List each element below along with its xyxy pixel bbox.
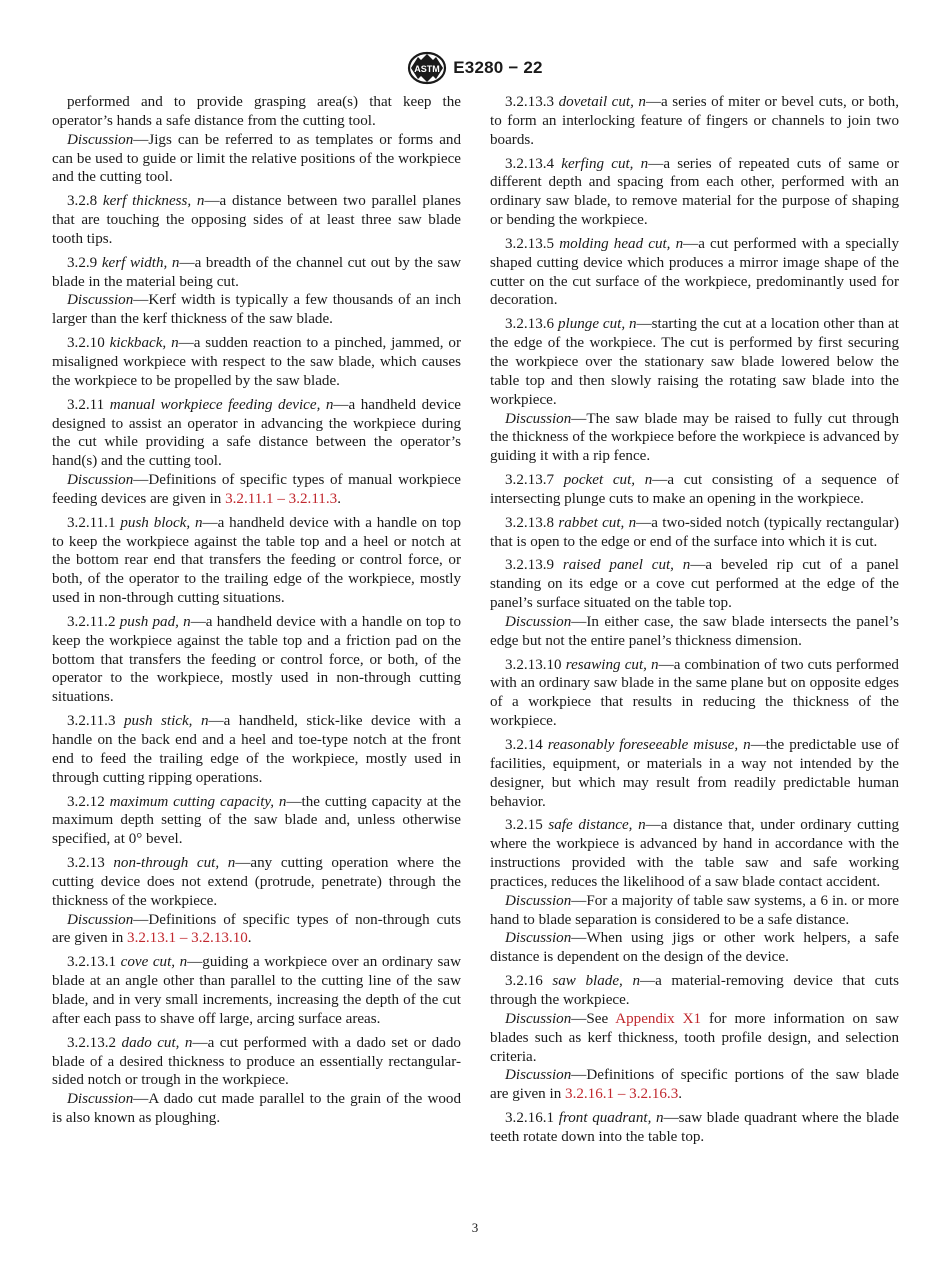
term: molding head cut, n	[559, 235, 684, 252]
paragraph-text: —a cut performed with a dado set or dado blade of a desired thickness to produce an essentially rectangular-sided notch or trough in the workpiece.	[52, 1034, 461, 1089]
discussion-label: Discussion	[67, 911, 134, 928]
paragraph-text: performed and to provide grasping area(s) that keep the operator’s hands a safe distance from the cutting tool.	[52, 94, 461, 129]
definition-paragraph	[52, 793, 461, 850]
paragraph-text: —a combination of two cuts performed with an ordinary saw blade in the same plane but on opposite edges of a workpiece that results in reducing the thickness of the workpiece.	[490, 656, 899, 730]
definition-paragraph	[490, 315, 899, 409]
paragraph-text: —Kerf width is typically a few thousands of an inch larger than the kerf thickness of the saw blade.	[52, 292, 461, 328]
section-number: 3.2.11.3	[67, 713, 116, 730]
paragraph-text: —guiding a workpiece over an ordinary saw blade at an angle other than parallel to the cutting line of the saw blade, and in very small increments, increasing the depth of the cut after each pass to shave off large, arcing surface areas.	[52, 954, 462, 1027]
term: pocket cut, n	[563, 472, 653, 489]
paragraph-text: —the predictable use of facilities, equipment, or materials in a way not intended by the designer, but which may result from readily predictable human behavior.	[490, 737, 899, 810]
term: push pad, n	[119, 613, 191, 630]
discussion-label: Discussion	[505, 1010, 572, 1027]
definition-paragraph	[52, 254, 461, 292]
section-number: 3.2.13.7	[505, 472, 555, 489]
continued-paragraph	[52, 93, 461, 131]
paragraph-text: —a two-sided notch (typically rectangular) that is open to the edge or end of the surface into which it is cut.	[490, 514, 899, 550]
paragraph-text: —Definitions of specific portions of the saw blade are given in	[490, 1067, 899, 1103]
paragraph-text: —Jigs can be referred to as templates or forms and can be used to guide or limit the relative positions of the workpiece and the cutting tool.	[52, 131, 461, 186]
paragraph-text: —a handheld device with a handle on top to keep the workpiece against the table top and a heel or notch at the bottom rear end that transfers the feeding or control force, or both, of the operator to the trailing edge of the workpiece, mostly used in non-through cutting situations.	[52, 514, 461, 607]
paragraph-text: —Definitions of specific types of non-through cuts are given in	[52, 911, 461, 947]
section-number: 3.2.14	[505, 737, 543, 753]
section-number: 3.2.15	[505, 817, 543, 834]
section-number: 3.2.13.9	[505, 557, 555, 574]
discussion-paragraph	[52, 471, 461, 509]
section-number: 3.2.11.1	[67, 514, 116, 531]
paragraph-text: —starting the cut at a location other than at the edge of the workpiece. The cut is performed by first securing the workpiece over the stationary saw blade lowered below the table top and then slowly raising the rotating saw blade into the workpiece.	[490, 316, 899, 408]
paragraph-text: —A dado cut made parallel to the grain of the wood is also known as ploughing.	[52, 1091, 461, 1127]
paragraph-text: —The saw blade may be raised to fully cut through the thickness of the workpiece before the workpiece is advanced by guiding it with a rip fence.	[490, 410, 899, 465]
discussion-label: Discussion	[67, 292, 134, 309]
definition-paragraph	[490, 972, 899, 1010]
section-number: 3.2.13.4	[505, 155, 555, 172]
term: kerfing cut, n	[561, 155, 649, 172]
term: kickback, n	[109, 335, 179, 352]
section-number: 3.2.13.6	[505, 316, 555, 333]
paragraph-text-after: .	[337, 490, 341, 507]
term: rabbet cut, n	[558, 514, 637, 531]
definition-paragraph	[490, 816, 899, 891]
discussion-paragraph	[490, 410, 899, 467]
right-column	[490, 93, 899, 1147]
logo-text: ASTM	[414, 64, 441, 74]
definition-paragraph	[490, 471, 899, 509]
cross-reference-link[interactable]: 3.2.13.1 – 3.2.13.10	[127, 930, 248, 947]
paragraph-text-after: for more information on saw blades such as kerf thickness, tooth profile design, and selection criteria.	[490, 1010, 899, 1065]
discussion-label: Discussion	[505, 892, 572, 909]
discussion-paragraph	[490, 1066, 899, 1104]
term: cove cut, n	[120, 954, 188, 971]
discussion-label: Discussion	[505, 930, 572, 947]
term: reasonably foreseeable misuse, n	[547, 737, 751, 753]
left-column	[52, 93, 461, 1128]
page-header	[0, 50, 950, 86]
paragraph-text: —a cut performed with a specially shaped cutting device which produces a mirror image shape of the cutter on the cut surface of the workpiece, predominantly used for decoration.	[490, 235, 899, 309]
paragraph-text: —a breadth of the channel cut out by the saw blade in the material being cut.	[52, 254, 461, 290]
discussion-paragraph	[490, 929, 899, 967]
section-number: 3.2.13.10	[505, 656, 562, 673]
section-number: 3.2.12	[67, 793, 105, 810]
term: push block, n	[120, 514, 203, 531]
discussion-paragraph	[52, 291, 461, 329]
paragraph-text: —See	[571, 1010, 616, 1027]
paragraph-text: —For a majority of table saw systems, a 6 in. or more hand to blade separation is considered to be a safe distance.	[490, 892, 899, 928]
term: saw blade, n	[552, 973, 640, 990]
discussion-paragraph	[52, 1090, 461, 1128]
definition-paragraph	[490, 556, 899, 613]
term: resawing cut, n	[565, 656, 659, 673]
term: kerf width, n	[101, 254, 180, 271]
definition-paragraph	[490, 514, 899, 552]
term: non-through cut, n	[113, 855, 236, 872]
definition-paragraph	[52, 712, 461, 787]
paragraph-text: —a handheld device designed to assist an operator in advancing the workpiece during the cut while providing a safe distance between the operator’s hand(s) and the cutting tool.	[52, 396, 461, 470]
discussion-label: Discussion	[67, 1091, 134, 1108]
paragraph-text: —a distance that, under ordinary cutting where the workpiece is advanced by hand in accordance with the instructions provided with the table saw and safe working practices, reduces the likelihood of a saw blade contact accident.	[490, 817, 899, 890]
term: kerf thickness, n	[102, 193, 205, 210]
term: manual workpiece feeding device, n	[109, 396, 334, 413]
term: dovetail cut, n	[558, 94, 646, 110]
term: front quadrant, n	[558, 1110, 664, 1127]
discussion-paragraph	[52, 131, 461, 188]
paragraph-text: —saw blade quadrant where the blade teeth rotate down into the table top.	[490, 1110, 899, 1145]
section-number: 3.2.13	[67, 855, 105, 872]
term: push stick, n	[124, 713, 209, 730]
section-number: 3.2.13.3	[505, 94, 555, 110]
astm-logo-icon	[407, 51, 447, 85]
paragraph-text: —any cutting operation where the cutting device does not extend (protrude, penetrate) through the thickness of the workpiece.	[52, 855, 461, 909]
definition-paragraph	[490, 155, 899, 230]
paragraph-text: —a handheld, stick-like device with a handle on the back end and a heel and toe-type notch at the front end to feed the trailing edge of the workpiece, mostly used in through cutting ripping operations.	[52, 713, 461, 786]
section-number: 3.2.9	[67, 254, 98, 271]
paragraph-text: —a series of miter or bevel cuts, or both, to form an interlocking feature of fingers or channels to join two boards.	[490, 94, 899, 148]
section-number: 3.2.16.1	[505, 1110, 555, 1127]
definition-paragraph	[52, 514, 461, 608]
definition-paragraph	[52, 396, 461, 471]
term: maximum cutting capacity, n	[109, 793, 287, 810]
section-number: 3.2.13.8	[505, 514, 555, 531]
paragraph-text: —a cut consisting of a sequence of intersecting plunge cuts to make an opening in the workpiece.	[490, 472, 899, 507]
term: safe distance, n	[548, 817, 646, 834]
document-id: E3280 − 22	[453, 58, 543, 77]
paragraph-text: —Definitions of specific types of manual workpiece feeding devices are given in	[52, 472, 461, 507]
definition-paragraph	[52, 334, 461, 391]
paragraph-text: —the cutting capacity at the maximum depth setting of the saw blade and, unless otherwise specified, at 0° bevel.	[52, 793, 461, 848]
term: plunge cut, n	[557, 316, 637, 333]
term: raised panel cut, n	[562, 557, 691, 574]
discussion-paragraph	[490, 892, 899, 930]
section-number: 3.2.13.1	[67, 954, 117, 971]
section-number: 3.2.13.2	[67, 1034, 117, 1051]
section-number: 3.2.10	[67, 335, 105, 352]
definition-paragraph	[490, 1109, 899, 1147]
section-number: 3.2.11.2	[67, 613, 116, 630]
paragraph-text: —a handheld device with a handle on top to keep the workpiece against the table top and a friction pad on the bottom that transfers the feeding or control force, or both, of the operator to the workpiece, mostly used in non-through cutting situations.	[52, 613, 461, 706]
paragraph-text: —In either case, the saw blade intersects the panel’s edge but not the entire panel’s thickness dimension.	[490, 613, 899, 649]
section-number: 3.2.13.5	[505, 235, 555, 252]
definition-paragraph	[490, 93, 899, 150]
paragraph-text: —a distance between two parallel planes that are touching the opposing sides of at least three saw blade tooth tips.	[52, 193, 461, 247]
section-number: 3.2.16	[505, 973, 543, 990]
definition-paragraph	[52, 1034, 461, 1091]
paragraph-text: —a sudden reaction to a pinched, jammed, or misaligned workpiece with respect to the saw blade, which causes the workpiece to be propelled by the saw blade.	[52, 335, 461, 389]
discussion-paragraph	[490, 613, 899, 651]
paragraph-text: —When using jigs or other work helpers, a safe distance is dependent on the design of the device.	[490, 930, 899, 966]
definition-paragraph	[52, 854, 461, 911]
section-number: 3.2.8	[67, 193, 98, 210]
definition-paragraph	[52, 613, 461, 707]
discussion-label: Discussion	[505, 410, 572, 427]
definition-paragraph	[490, 656, 899, 731]
discussion-paragraph	[52, 911, 461, 949]
paragraph-text: —a series of repeated cuts of same or different depth and spacing from each other, performed with an ordinary saw blade, to remove material for the purpose of shaping or bending the workpiece.	[490, 155, 900, 229]
paragraph-text-after: .	[247, 930, 252, 947]
cross-reference-link[interactable]: Appendix X1	[615, 1010, 702, 1027]
definition-paragraph	[490, 235, 899, 310]
discussion-label: Discussion	[505, 613, 572, 630]
definition-paragraph	[52, 953, 461, 1028]
cross-reference-link[interactable]: 3.2.11.1 – 3.2.11.3	[225, 490, 338, 507]
discussion-label: Discussion	[67, 472, 134, 489]
paragraph-text: —a material-removing device that cuts through the workpiece.	[490, 973, 899, 1008]
cross-reference-link[interactable]: 3.2.16.1 – 3.2.16.3	[565, 1086, 679, 1103]
definition-paragraph	[490, 736, 899, 811]
discussion-paragraph	[490, 1010, 899, 1067]
section-number: 3.2.11	[67, 396, 105, 413]
discussion-label: Discussion	[505, 1067, 572, 1084]
discussion-label: Discussion	[67, 131, 134, 148]
paragraph-text-after: .	[678, 1086, 683, 1103]
paragraph-text: —a beveled rip cut of a panel standing on its edge or a cove cut performed at the edge of the panel’s surface situated on the table top.	[490, 557, 900, 612]
definition-paragraph	[52, 192, 461, 249]
term: dado cut, n	[121, 1034, 193, 1051]
page-number: 3	[471, 1220, 479, 1235]
